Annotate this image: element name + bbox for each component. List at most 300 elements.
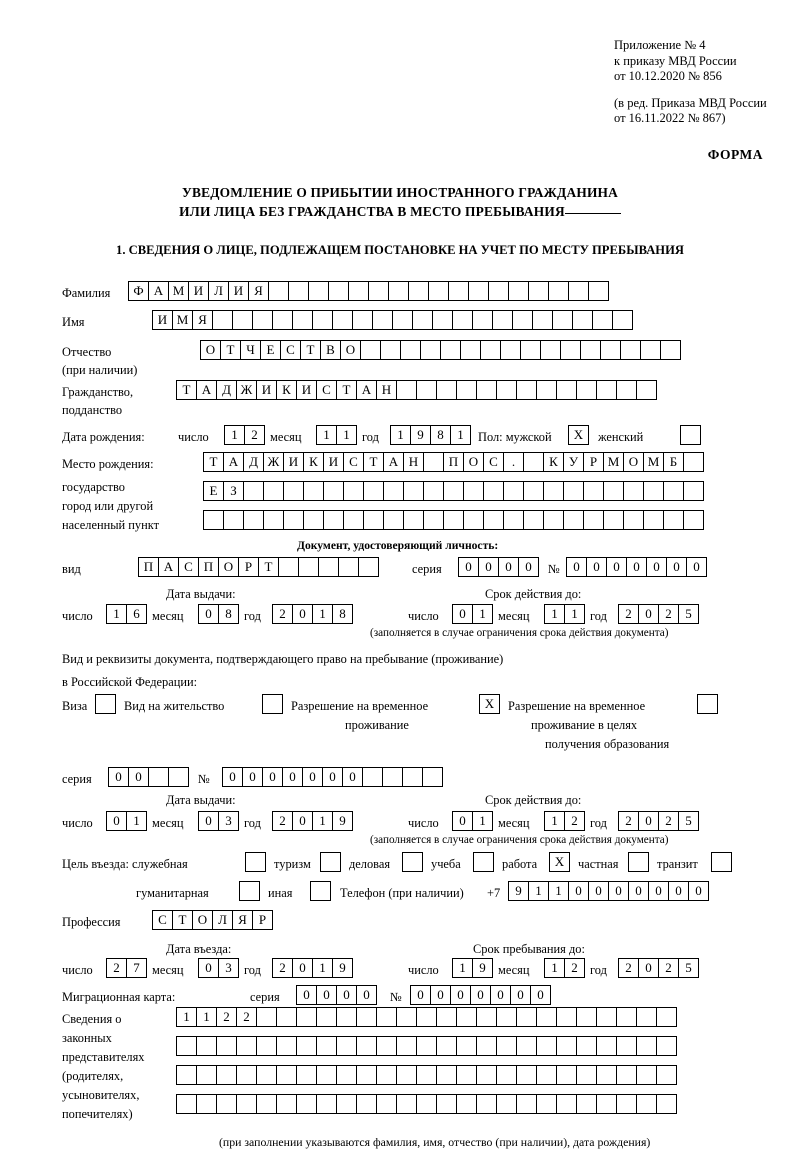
char-cell[interactable]: Р [583, 452, 604, 472]
char-cell[interactable] [636, 380, 657, 400]
char-cell[interactable] [656, 1065, 677, 1085]
char-cell[interactable] [336, 1007, 357, 1027]
char-cell[interactable]: 2 [106, 958, 127, 978]
char-cell[interactable]: Л [212, 910, 233, 930]
char-cell[interactable] [583, 481, 604, 501]
char-cell[interactable] [496, 1065, 517, 1085]
patronymic-cells[interactable] [200, 340, 680, 360]
char-cell[interactable] [360, 340, 381, 360]
char-cell[interactable]: 0 [292, 958, 313, 978]
char-cell[interactable] [536, 1036, 557, 1056]
char-cell[interactable] [483, 481, 504, 501]
char-cell[interactable] [408, 281, 429, 301]
char-cell[interactable]: 9 [332, 811, 353, 831]
char-cell[interactable] [203, 510, 224, 530]
char-cell[interactable] [460, 340, 481, 360]
char-cell[interactable]: Ж [236, 380, 257, 400]
char-cell[interactable] [463, 510, 484, 530]
stay-until-month-cells[interactable] [544, 958, 584, 978]
char-cell[interactable] [563, 481, 584, 501]
char-cell[interactable] [480, 340, 501, 360]
char-cell[interactable] [476, 1007, 497, 1027]
char-cell[interactable] [523, 510, 544, 530]
char-cell[interactable]: 0 [430, 985, 451, 1005]
char-cell[interactable]: Т [172, 910, 193, 930]
char-cell[interactable]: Б [663, 452, 684, 472]
char-cell[interactable]: О [623, 452, 644, 472]
char-cell[interactable]: 1 [106, 604, 127, 624]
char-cell[interactable] [196, 1094, 217, 1114]
entry-month-cells[interactable] [198, 958, 238, 978]
char-cell[interactable] [508, 281, 529, 301]
char-cell[interactable]: 0 [106, 811, 127, 831]
citizenship-cells[interactable] [176, 380, 656, 400]
char-cell[interactable]: 1 [390, 425, 411, 445]
char-cell[interactable] [540, 340, 561, 360]
char-cell[interactable] [263, 510, 284, 530]
char-cell[interactable] [396, 1036, 417, 1056]
char-cell[interactable] [338, 557, 359, 577]
char-cell[interactable] [276, 1094, 297, 1114]
char-cell[interactable]: 8 [332, 604, 353, 624]
char-cell[interactable]: 0 [470, 985, 491, 1005]
char-cell[interactable] [298, 557, 319, 577]
stay-valid-month-cells[interactable] [544, 811, 584, 831]
char-cell[interactable] [256, 1036, 277, 1056]
char-cell[interactable] [492, 310, 513, 330]
char-cell[interactable]: О [463, 452, 484, 472]
char-cell[interactable]: 0 [498, 557, 519, 577]
char-cell[interactable]: Т [258, 557, 279, 577]
char-cell[interactable] [456, 1065, 477, 1085]
char-cell[interactable] [328, 281, 349, 301]
char-cell[interactable] [456, 1036, 477, 1056]
char-cell[interactable] [483, 510, 504, 530]
char-cell[interactable]: 9 [508, 881, 529, 901]
char-cell[interactable]: 0 [342, 767, 363, 787]
char-cell[interactable]: 2 [618, 958, 639, 978]
char-cell[interactable] [296, 1036, 317, 1056]
char-cell[interactable]: 0 [452, 811, 473, 831]
char-cell[interactable] [196, 1036, 217, 1056]
char-cell[interactable] [232, 310, 253, 330]
char-cell[interactable]: И [283, 452, 304, 472]
char-cell[interactable] [416, 1094, 437, 1114]
purpose-humanitarian-box[interactable] [239, 881, 260, 901]
char-cell[interactable] [496, 380, 517, 400]
char-cell[interactable]: И [152, 310, 173, 330]
char-cell[interactable] [436, 1094, 457, 1114]
char-cell[interactable] [256, 1065, 277, 1085]
char-cell[interactable]: 1 [336, 425, 357, 445]
char-cell[interactable] [576, 380, 597, 400]
char-cell[interactable] [376, 1065, 397, 1085]
char-cell[interactable]: С [178, 557, 199, 577]
char-cell[interactable] [396, 380, 417, 400]
char-cell[interactable]: 0 [316, 985, 337, 1005]
char-cell[interactable]: Р [238, 557, 259, 577]
char-cell[interactable]: 2 [658, 604, 679, 624]
char-cell[interactable] [336, 1094, 357, 1114]
char-cell[interactable]: С [316, 380, 337, 400]
char-cell[interactable]: К [543, 452, 564, 472]
char-cell[interactable]: 1 [312, 811, 333, 831]
char-cell[interactable]: 0 [458, 557, 479, 577]
char-cell[interactable] [403, 481, 424, 501]
char-cell[interactable] [643, 481, 664, 501]
char-cell[interactable] [452, 310, 473, 330]
char-cell[interactable]: И [188, 281, 209, 301]
char-cell[interactable] [396, 1007, 417, 1027]
char-cell[interactable]: Н [403, 452, 424, 472]
char-cell[interactable] [552, 310, 573, 330]
char-cell[interactable]: О [192, 910, 213, 930]
char-cell[interactable]: 6 [126, 604, 147, 624]
char-cell[interactable] [512, 310, 533, 330]
char-cell[interactable] [416, 1065, 437, 1085]
char-cell[interactable]: Р [252, 910, 273, 930]
birth-month-cells[interactable] [316, 425, 356, 445]
char-cell[interactable] [216, 1036, 237, 1056]
legal-rep-row-3[interactable] [176, 1065, 676, 1085]
doc-valid-year-cells[interactable] [618, 604, 698, 624]
char-cell[interactable] [543, 510, 564, 530]
char-cell[interactable]: В [320, 340, 341, 360]
char-cell[interactable]: 2 [272, 958, 293, 978]
char-cell[interactable] [596, 1094, 617, 1114]
sex-male-box[interactable]: Х [568, 425, 589, 445]
char-cell[interactable] [323, 510, 344, 530]
char-cell[interactable] [176, 1094, 197, 1114]
birth-place-city-cells[interactable] [203, 481, 703, 501]
char-cell[interactable]: 0 [586, 557, 607, 577]
char-cell[interactable] [488, 281, 509, 301]
char-cell[interactable] [496, 1094, 517, 1114]
char-cell[interactable]: 1 [312, 958, 333, 978]
char-cell[interactable]: 0 [282, 767, 303, 787]
char-cell[interactable]: 5 [678, 958, 699, 978]
stay-issue-month-cells[interactable] [198, 811, 238, 831]
char-cell[interactable]: 5 [678, 811, 699, 831]
char-cell[interactable] [363, 510, 384, 530]
char-cell[interactable] [263, 481, 284, 501]
legal-rep-row-2[interactable] [176, 1036, 676, 1056]
char-cell[interactable] [532, 310, 553, 330]
purpose-tourism-box[interactable] [320, 852, 341, 872]
doc-number-cells[interactable] [566, 557, 706, 577]
char-cell[interactable] [596, 1036, 617, 1056]
char-cell[interactable]: 1 [548, 881, 569, 901]
char-cell[interactable] [283, 510, 304, 530]
char-cell[interactable]: 9 [410, 425, 431, 445]
char-cell[interactable] [663, 510, 684, 530]
char-cell[interactable] [316, 1065, 337, 1085]
char-cell[interactable]: 1 [472, 811, 493, 831]
char-cell[interactable] [476, 1065, 497, 1085]
char-cell[interactable] [572, 310, 593, 330]
char-cell[interactable] [388, 281, 409, 301]
char-cell[interactable]: О [218, 557, 239, 577]
char-cell[interactable] [520, 340, 541, 360]
sex-female-box[interactable] [680, 425, 701, 445]
char-cell[interactable]: Т [300, 340, 321, 360]
char-cell[interactable] [423, 510, 444, 530]
char-cell[interactable]: П [198, 557, 219, 577]
char-cell[interactable]: . [503, 452, 524, 472]
char-cell[interactable]: 0 [262, 767, 283, 787]
char-cell[interactable]: С [483, 452, 504, 472]
char-cell[interactable] [456, 1007, 477, 1027]
char-cell[interactable] [343, 510, 364, 530]
char-cell[interactable] [463, 481, 484, 501]
char-cell[interactable] [536, 1007, 557, 1027]
char-cell[interactable]: 1 [544, 604, 565, 624]
char-cell[interactable] [600, 340, 621, 360]
char-cell[interactable] [448, 281, 469, 301]
char-cell[interactable] [536, 1094, 557, 1114]
char-cell[interactable]: 2 [658, 811, 679, 831]
char-cell[interactable]: 0 [292, 604, 313, 624]
char-cell[interactable] [416, 1036, 437, 1056]
char-cell[interactable]: А [223, 452, 244, 472]
char-cell[interactable]: 1 [564, 604, 585, 624]
char-cell[interactable] [500, 340, 521, 360]
char-cell[interactable]: 3 [218, 811, 239, 831]
stay-valid-year-cells[interactable] [618, 811, 698, 831]
char-cell[interactable] [428, 281, 449, 301]
char-cell[interactable] [636, 1065, 657, 1085]
char-cell[interactable] [376, 1036, 397, 1056]
char-cell[interactable]: 0 [108, 767, 129, 787]
char-cell[interactable] [588, 281, 609, 301]
char-cell[interactable] [243, 510, 264, 530]
doc-issue-year-cells[interactable] [272, 604, 352, 624]
stay-series-cells[interactable] [108, 767, 188, 787]
char-cell[interactable]: 0 [292, 811, 313, 831]
char-cell[interactable] [456, 380, 477, 400]
char-cell[interactable]: 0 [638, 811, 659, 831]
char-cell[interactable] [456, 1094, 477, 1114]
char-cell[interactable] [316, 1036, 337, 1056]
char-cell[interactable] [303, 481, 324, 501]
char-cell[interactable] [556, 380, 577, 400]
doc-valid-month-cells[interactable] [544, 604, 584, 624]
char-cell[interactable] [380, 340, 401, 360]
doc-issue-day-cells[interactable] [106, 604, 146, 624]
char-cell[interactable] [656, 1036, 677, 1056]
char-cell[interactable]: 0 [686, 557, 707, 577]
char-cell[interactable]: 1 [176, 1007, 197, 1027]
doc-issue-month-cells[interactable] [198, 604, 238, 624]
char-cell[interactable]: Я [232, 910, 253, 930]
char-cell[interactable]: 2 [272, 811, 293, 831]
char-cell[interactable]: 1 [312, 604, 333, 624]
char-cell[interactable]: 0 [688, 881, 709, 901]
char-cell[interactable] [423, 452, 444, 472]
stay-issue-day-cells[interactable] [106, 811, 146, 831]
char-cell[interactable] [643, 510, 664, 530]
char-cell[interactable] [243, 481, 264, 501]
temp-residence-box[interactable]: Х [479, 694, 500, 714]
char-cell[interactable] [236, 1094, 257, 1114]
char-cell[interactable] [420, 340, 441, 360]
char-cell[interactable] [440, 340, 461, 360]
char-cell[interactable] [296, 1094, 317, 1114]
char-cell[interactable] [252, 310, 273, 330]
char-cell[interactable]: 0 [648, 881, 669, 901]
char-cell[interactable]: 0 [356, 985, 377, 1005]
char-cell[interactable] [312, 310, 333, 330]
char-cell[interactable]: 0 [198, 604, 219, 624]
char-cell[interactable] [358, 557, 379, 577]
migration-number-cells[interactable] [410, 985, 550, 1005]
char-cell[interactable] [392, 310, 413, 330]
char-cell[interactable]: К [276, 380, 297, 400]
char-cell[interactable]: А [158, 557, 179, 577]
birth-place-settlement-cells[interactable] [203, 510, 703, 530]
char-cell[interactable] [383, 481, 404, 501]
entry-day-cells[interactable] [106, 958, 146, 978]
char-cell[interactable] [636, 1036, 657, 1056]
char-cell[interactable]: М [168, 281, 189, 301]
char-cell[interactable] [332, 310, 353, 330]
char-cell[interactable]: 8 [430, 425, 451, 445]
char-cell[interactable]: 8 [218, 604, 239, 624]
char-cell[interactable] [516, 380, 537, 400]
legal-rep-row-4[interactable] [176, 1094, 676, 1114]
residence-permit-box[interactable] [262, 694, 283, 714]
phone-cells[interactable] [508, 881, 708, 901]
char-cell[interactable] [443, 481, 464, 501]
char-cell[interactable]: С [280, 340, 301, 360]
char-cell[interactable] [422, 767, 443, 787]
char-cell[interactable] [616, 1036, 637, 1056]
char-cell[interactable]: 0 [128, 767, 149, 787]
char-cell[interactable] [318, 557, 339, 577]
char-cell[interactable] [523, 481, 544, 501]
char-cell[interactable]: 0 [568, 881, 589, 901]
char-cell[interactable] [576, 1007, 597, 1027]
char-cell[interactable]: 0 [638, 958, 659, 978]
char-cell[interactable] [616, 1094, 637, 1114]
char-cell[interactable]: 1 [528, 881, 549, 901]
char-cell[interactable]: К [303, 452, 324, 472]
char-cell[interactable]: А [196, 380, 217, 400]
char-cell[interactable] [620, 340, 641, 360]
char-cell[interactable]: 0 [566, 557, 587, 577]
char-cell[interactable] [308, 281, 329, 301]
char-cell[interactable] [176, 1065, 197, 1085]
char-cell[interactable]: И [256, 380, 277, 400]
char-cell[interactable] [596, 1007, 617, 1027]
name-cells[interactable] [152, 310, 632, 330]
char-cell[interactable] [656, 1007, 677, 1027]
char-cell[interactable] [592, 310, 613, 330]
char-cell[interactable] [362, 767, 383, 787]
char-cell[interactable]: 0 [410, 985, 431, 1005]
char-cell[interactable] [516, 1065, 537, 1085]
purpose-study-box[interactable] [473, 852, 494, 872]
char-cell[interactable]: О [200, 340, 221, 360]
char-cell[interactable]: 2 [658, 958, 679, 978]
char-cell[interactable] [548, 281, 569, 301]
char-cell[interactable] [168, 767, 189, 787]
char-cell[interactable] [296, 1065, 317, 1085]
char-cell[interactable]: 0 [222, 767, 243, 787]
char-cell[interactable] [400, 340, 421, 360]
char-cell[interactable]: С [343, 452, 364, 472]
char-cell[interactable] [516, 1036, 537, 1056]
char-cell[interactable] [503, 481, 524, 501]
migration-series-cells[interactable] [296, 985, 376, 1005]
char-cell[interactable] [476, 380, 497, 400]
char-cell[interactable]: 0 [490, 985, 511, 1005]
char-cell[interactable] [356, 1094, 377, 1114]
birth-place-state-cells[interactable] [203, 452, 703, 472]
char-cell[interactable] [396, 1065, 417, 1085]
char-cell[interactable]: Д [216, 380, 237, 400]
char-cell[interactable]: 0 [606, 557, 627, 577]
char-cell[interactable]: 0 [198, 811, 219, 831]
char-cell[interactable] [616, 1065, 637, 1085]
char-cell[interactable] [396, 1094, 417, 1114]
stay-valid-day-cells[interactable] [452, 811, 492, 831]
char-cell[interactable]: М [172, 310, 193, 330]
char-cell[interactable] [148, 767, 169, 787]
char-cell[interactable]: Т [220, 340, 241, 360]
char-cell[interactable]: 3 [218, 958, 239, 978]
char-cell[interactable] [616, 380, 637, 400]
char-cell[interactable] [223, 510, 244, 530]
char-cell[interactable] [416, 1007, 437, 1027]
char-cell[interactable]: Ч [240, 340, 261, 360]
char-cell[interactable]: 0 [322, 767, 343, 787]
char-cell[interactable]: 0 [608, 881, 629, 901]
char-cell[interactable] [556, 1007, 577, 1027]
char-cell[interactable] [603, 481, 624, 501]
char-cell[interactable]: М [603, 452, 624, 472]
char-cell[interactable] [436, 1036, 457, 1056]
char-cell[interactable] [496, 1007, 517, 1027]
char-cell[interactable] [196, 1065, 217, 1085]
char-cell[interactable] [556, 1065, 577, 1085]
char-cell[interactable] [476, 1036, 497, 1056]
char-cell[interactable] [636, 1007, 657, 1027]
char-cell[interactable]: Я [248, 281, 269, 301]
char-cell[interactable] [580, 340, 601, 360]
char-cell[interactable] [283, 481, 304, 501]
char-cell[interactable] [292, 310, 313, 330]
char-cell[interactable] [316, 1094, 337, 1114]
char-cell[interactable] [276, 1007, 297, 1027]
doc-valid-day-cells[interactable] [452, 604, 492, 624]
surname-cells[interactable] [128, 281, 608, 301]
char-cell[interactable]: 2 [564, 811, 585, 831]
char-cell[interactable]: Е [203, 481, 224, 501]
char-cell[interactable]: 0 [242, 767, 263, 787]
char-cell[interactable] [236, 1036, 257, 1056]
char-cell[interactable] [640, 340, 661, 360]
char-cell[interactable]: П [443, 452, 464, 472]
char-cell[interactable]: 1 [224, 425, 245, 445]
char-cell[interactable] [336, 1036, 357, 1056]
char-cell[interactable] [276, 1065, 297, 1085]
char-cell[interactable]: 2 [564, 958, 585, 978]
char-cell[interactable]: 0 [198, 958, 219, 978]
char-cell[interactable]: Ж [263, 452, 284, 472]
char-cell[interactable] [683, 452, 704, 472]
char-cell[interactable]: С [152, 910, 173, 930]
